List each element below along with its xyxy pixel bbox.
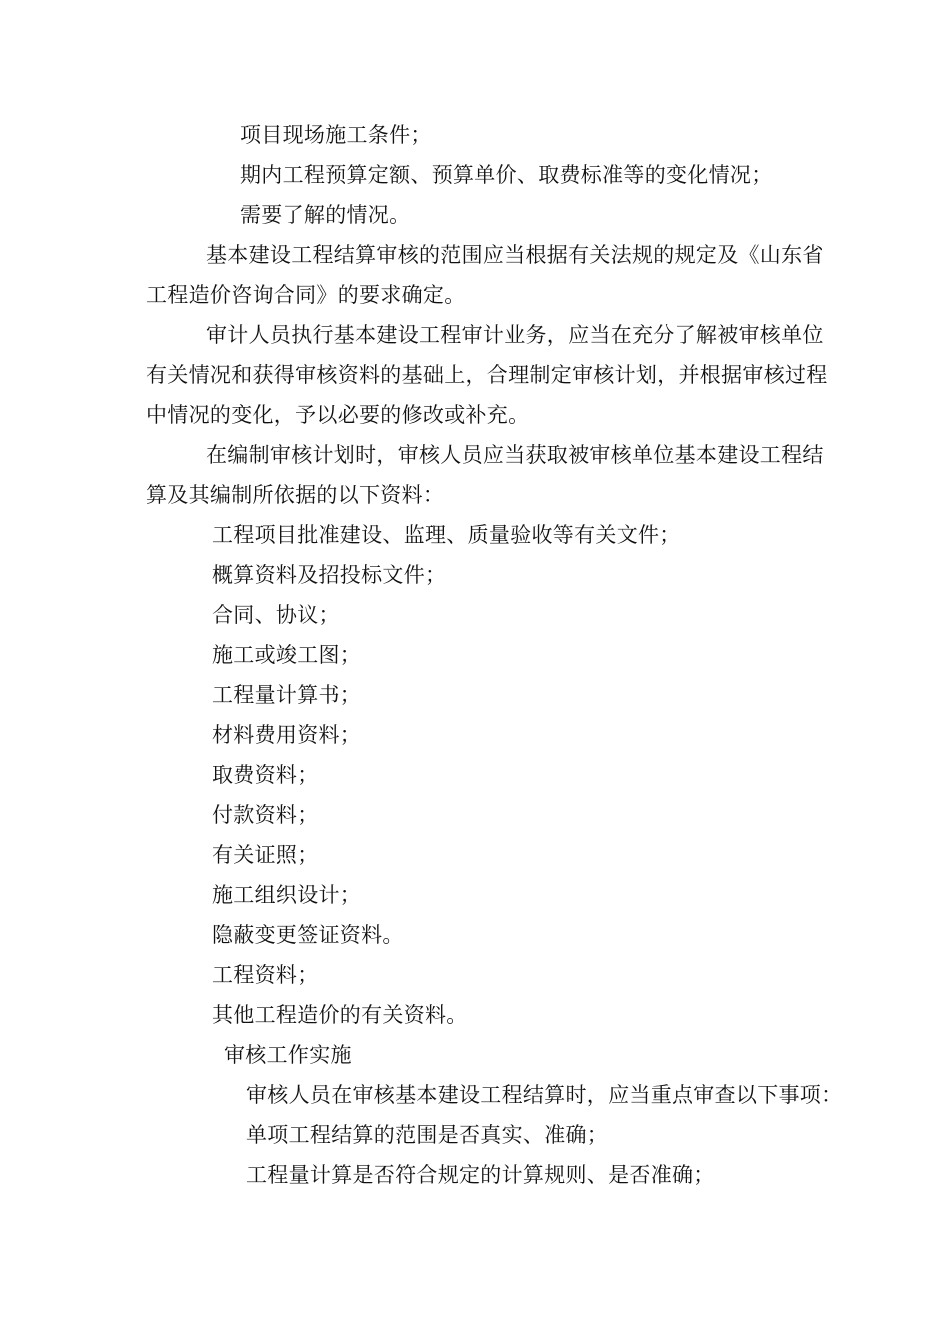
list-item-6: 材料费用资料； — [212, 723, 362, 747]
review-line-3: 工程量计算是否符合规定的计算规则、是否准确； — [246, 1163, 715, 1187]
list-item-10: 施工组织设计； — [212, 883, 362, 907]
text-line-3: 需要了解的情况。 — [240, 203, 411, 227]
list-item-7: 取费资料； — [212, 763, 319, 787]
section-heading: 审核工作实施 — [224, 1043, 352, 1067]
list-item-8: 付款资料； — [212, 803, 319, 827]
paragraph-materials-line-2: 算及其编制所依据的以下资料： — [146, 483, 445, 507]
text-line-1: 项目现场施工条件； — [240, 123, 432, 147]
review-line-1: 审核人员在审核基本建设工程结算时，应当重点审查以下事项： — [246, 1083, 843, 1107]
list-item-13: 其他工程造价的有关资料。 — [212, 1003, 468, 1027]
paragraph-plan-line-3: 中情况的变化，予以必要的修改或补充。 — [146, 403, 530, 427]
list-item-3: 合同、协议； — [212, 603, 340, 627]
list-item-5: 工程量计算书； — [212, 683, 362, 707]
paragraph-scope-line-1: 基本建设工程结算审核的范围应当根据有关法规的规定及《山东省 — [206, 243, 824, 267]
list-item-12: 工程资料； — [212, 963, 319, 987]
paragraph-plan-line-2: 有关情况和获得审核资料的基础上，合理制定审核计划，并根据审核过程 — [146, 363, 828, 387]
list-item-2: 概算资料及招投标文件； — [212, 563, 447, 587]
paragraph-plan-line-1: 审计人员执行基本建设工程审计业务，应当在充分了解被审核单位 — [206, 323, 824, 347]
list-item-9: 有关证照； — [212, 843, 319, 867]
list-item-4: 施工或竣工图； — [212, 643, 362, 667]
list-item-1: 工程项目批准建设、监理、质量验收等有关文件； — [212, 523, 681, 547]
text-line-2: 期内工程预算定额、预算单价、取费标准等的变化情况； — [240, 163, 773, 187]
review-line-2: 单项工程结算的范围是否真实、准确； — [246, 1123, 609, 1147]
list-item-11: 隐蔽变更签证资料。 — [212, 923, 404, 947]
paragraph-materials-line-1: 在编制审核计划时，审核人员应当获取被审核单位基本建设工程结 — [206, 443, 824, 467]
paragraph-scope-line-2: 工程造价咨询合同》的要求确定。 — [146, 283, 466, 307]
